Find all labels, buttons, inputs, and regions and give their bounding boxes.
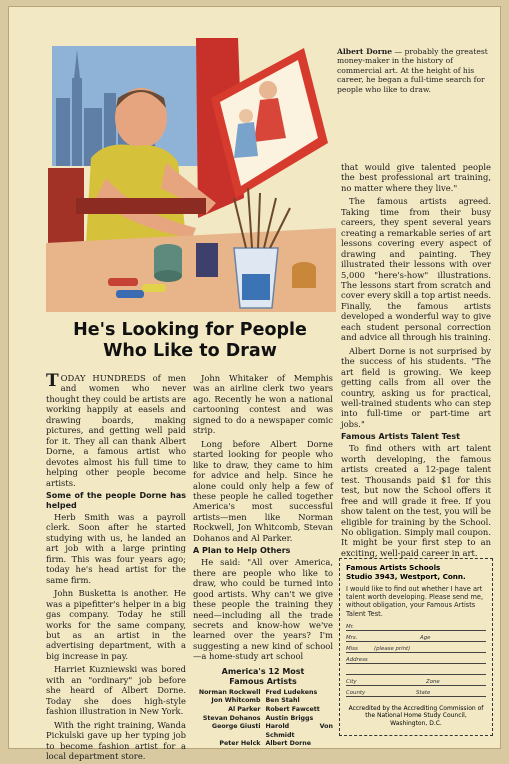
headline: [42, 320, 338, 362]
article-column-3: [341, 162, 491, 561]
subhead-talent-test: Famous Artists Talent Test: [341, 432, 461, 442]
col3-paragraph-4: To find others with art talent worth developing, the famous artists created a 12-page talent test. Thousands paid $1 for this test, but now the School offers it free and will grade it free. If you show talent on the test, you will be eligible for training by the School. No obligation. Simply mail coupon. It might be your first step to an exciting, well-paid career in art.: [341, 443, 491, 558]
coupon-field-county[interactable]: [346, 687, 486, 697]
coupon-field-mrs[interactable]: [346, 632, 486, 642]
artist-name: Stevan Dohanos: [202, 714, 261, 722]
label-please-print: (please print): [374, 645, 411, 652]
artist-name: Al Parker: [228, 705, 261, 713]
label-zone: Zone: [426, 678, 440, 685]
artist-name: Jon Whitcomb: [211, 697, 261, 705]
col2-paragraph-3: He said: "All over America, there are people who like to draw, who could be turned into good artists. Why can't we give these people the training they need—including all the trade secrets and know-how we've learned over the years? I'm suggesting a new kind of school—a home-study art school: [193, 557, 333, 662]
mail-coupon: [339, 558, 493, 736]
illustration-caption: [337, 47, 489, 94]
col1-p1-rest: of men and women who never thought they could be artists are working happily at easels and drawing boards, making pictures, and getting well paid for it. They all can thank Albert Dorne, a famous artist who devotes almost his full time to helping other people become artists.: [46, 373, 186, 488]
artist-name: George Giusti: [211, 723, 261, 731]
label-mr: Mr.: [346, 623, 355, 630]
col1-paragraph-1: [46, 373, 186, 488]
label-miss: Miss: [346, 645, 358, 652]
article-column-1: [46, 373, 186, 764]
artist-name: Austin Briggs: [265, 714, 314, 722]
artists-list: [193, 689, 333, 749]
artist-name: Fred Ludekens: [265, 688, 318, 696]
headline-line-1: He's Looking for People: [73, 320, 307, 340]
intro-smallcaps: ODAY HUNDREDS: [60, 373, 146, 383]
col3-paragraph-1: that would give talented people the best professional art training, no matter where they live.": [341, 162, 491, 193]
coupon-field-mr[interactable]: [346, 621, 486, 631]
subhead-plan: A Plan to Help Others: [193, 546, 291, 556]
coupon-title: [346, 563, 486, 581]
label-state: State: [416, 689, 431, 696]
coupon-field-miss[interactable]: [346, 643, 486, 653]
artist-name: Peter Helck: [219, 740, 261, 748]
label-city: City: [346, 678, 357, 685]
article-column-2: [193, 373, 333, 749]
coupon-field-address-2[interactable]: [346, 665, 486, 675]
artist-name: Harold Von Schmidt: [265, 723, 333, 739]
label-address: Address: [346, 656, 368, 663]
coupon-title-line-2: Studio 3943, Westport, Conn.: [346, 572, 466, 581]
label-county: County: [346, 689, 366, 696]
col3-paragraph-2: The famous artists agreed. Taking time from their busy careers, they spent several years creating a remarkable series of art lessons covering every aspect of drawing and painting. They illustrated their lessons with over 5,000 "here's-how" illustrations. The lessons start from scratch and cover every skill a top artist needs. Finally, the famous artists developed a wonderful way to give each student personal correction and advice all through his training.: [341, 196, 491, 343]
subhead-helped: Some of the people Dorne has helped: [46, 490, 186, 510]
artist-name: Norman Rockwell: [198, 688, 261, 696]
artists-title: [193, 667, 333, 687]
coupon-title-line-1: Famous Artists Schools: [346, 563, 441, 572]
col1-paragraph-3: John Busketta is another. He was a pipefitter's helper in a big gas company. Today he still works for the same company, but as an artist in the advertising department, with a big increase in pay.: [46, 588, 186, 661]
artist-name: Robert Fawcett: [265, 705, 320, 713]
headline-line-2: Who Like to Draw: [103, 341, 277, 361]
artists-title-line-1: America's 12 Most: [221, 666, 305, 676]
caption-name: Albert Dorne: [337, 47, 393, 56]
col1-paragraph-2: Herb Smith was a payroll clerk. Soon after he started studying with us, he landed an art job with a large printing firm. This was four years ago; today he's head artist for the same firm.: [46, 511, 186, 585]
caption-text: — probably the greatest money-maker in the history of commercial art. At the height of his career, he began a full-time search for people who like to draw.: [337, 47, 488, 94]
label-age: Age: [420, 634, 431, 641]
col1-paragraph-5: With the right training, Wanda Pickulski gave up her typing job to become fashion artist for a local department store.: [46, 719, 186, 761]
drop-cap: T: [46, 371, 59, 391]
artist-name: Albert Dorne: [265, 740, 312, 748]
coupon-field-address[interactable]: [346, 654, 486, 664]
col3-paragraph-3: Albert Dorne is not surprised by the success of his students. "The art field is growing. We keep getting calls from all over the country, asking us for practical, well-trained students who can step into full-time or part-time art jobs.": [341, 345, 491, 429]
artists-title-line-2: Famous Artists: [229, 676, 297, 686]
col2-paragraph-2: Long before Albert Dorne started looking for people who like to draw, they came to him for advice and help. Since he alone could only help a few of these people he called together America's most successful artists—men like Norman Rockwell, Jon Whitcomb, Stevan Dohanos and Al Parker.: [193, 438, 333, 543]
coupon-accreditation: Accredited by the Accrediting Commission of the National Home Study Council, Washington, D.C.: [348, 704, 484, 727]
artist-name: Ben Stahl: [265, 697, 300, 705]
artist-illustration: [46, 38, 336, 312]
col1-paragraph-4: Harriet Kuzniewski was bored with an "ordinary" job before she heard of Albert Dorne. Today she does high-style fashion illustration in New York.: [46, 664, 186, 717]
label-mrs: Mrs.: [346, 634, 358, 641]
coupon-field-city[interactable]: [346, 676, 486, 686]
coupon-body: I would like to find out whether I have art talent worth developing. Please send me, without obligation, your Famous Artists Talent Test.: [346, 585, 484, 618]
coupon-form: [346, 621, 486, 697]
col2-paragraph-1: John Whitaker of Memphis was an airline clerk two years ago. Recently he won a national cartooning contest and was signed to do a newspaper comic strip.: [193, 373, 333, 436]
